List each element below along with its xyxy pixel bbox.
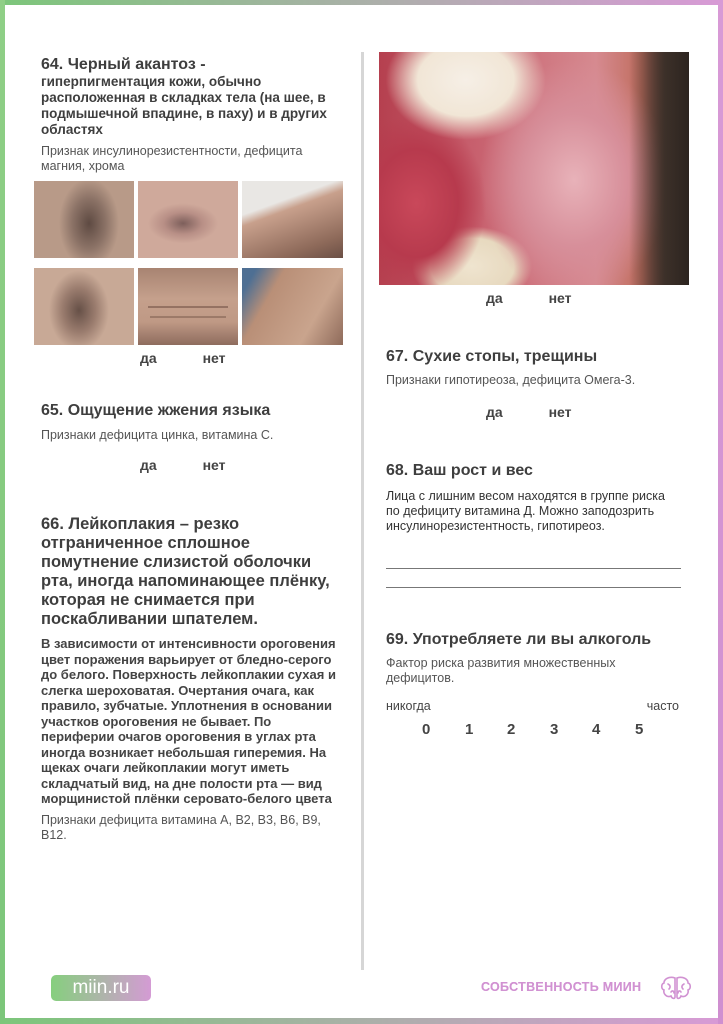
q66-description: В зависимости от интенсивности ороговения цвет поражения варьирует от бледно-серого до белого. Поверхность лейкоплакии сухая и слегка шероховатая. Очертания очага, как правило, зубчатые. Уплотнения в основании участков ороговения не бывает. По периферии очагов ороговения в углах рта иногда возникает небольшая гиперемия. На щеках очаги лейкоплакии могут иметь складчатый вид, на дне полости рта — вид морщинистой плёнки серовато-белого цвета <box>41 636 336 806</box>
frame-right <box>718 0 723 1024</box>
q66-yes-option[interactable]: да <box>486 290 503 306</box>
acanthosis-photo-3 <box>242 181 343 258</box>
q67-note: Признаки гипотиреоза, дефицита Омега-3. <box>386 373 636 387</box>
acanthosis-photo-5 <box>138 268 238 345</box>
q67-yes-option[interactable]: да <box>486 404 503 420</box>
q69-note: Фактор риска развития множественных дефицитов. <box>386 656 616 685</box>
frame-top <box>0 0 723 5</box>
acanthosis-photo-6 <box>242 268 343 345</box>
q67-title: 67. Сухие стопы, трещины <box>386 348 598 365</box>
miin-logo[interactable]: miin.ru <box>51 975 151 1001</box>
q67-no-option[interactable]: нет <box>548 404 572 420</box>
q64-answers <box>140 350 226 366</box>
q68-note: Лица с лишним весом находятся в группе риска по дефициту витамина Д. Можно заподозрить инсулинорезистентность, гипотиреоз. <box>386 489 665 533</box>
frame-left <box>0 0 5 1024</box>
scale-option-5[interactable]: 5 <box>635 721 644 738</box>
acanthosis-photo-1 <box>34 181 134 258</box>
brain-icon <box>659 974 693 1002</box>
acanthosis-photo-4 <box>34 268 134 345</box>
copyright-text: СОБСТВЕННОСТЬ МИИН <box>481 980 642 994</box>
q69-scale-labels <box>386 699 679 713</box>
q65-no-option[interactable]: нет <box>202 457 226 473</box>
q67-answers <box>486 404 572 420</box>
weight-answer-line[interactable] <box>386 587 681 588</box>
q66-title: 66. Лейкоплакия – резко отграниченное сплошное помутнение слизистой оболочки рта, иногда напоминающее плёнку, которая не снимается при поскабливании шпателем. <box>41 515 330 628</box>
q66-answers <box>486 290 572 306</box>
q68-title: 68. Ваш рост и вес <box>386 462 533 479</box>
q69-title: 69. Употребляете ли вы алкоголь <box>386 631 652 648</box>
frame-bottom <box>0 1018 723 1024</box>
scale-option-0[interactable]: 0 <box>422 721 431 738</box>
height-answer-line[interactable] <box>386 568 681 569</box>
q65-note: Признаки дефицита цинка, витамина С. <box>41 428 274 442</box>
q64-title: 64. Черный акантоз - <box>41 56 206 73</box>
scale-option-1[interactable]: 1 <box>465 721 474 738</box>
q64-yes-option[interactable]: да <box>140 350 157 366</box>
q65-answers <box>140 457 226 473</box>
column-divider <box>361 52 364 970</box>
acanthosis-photo-2 <box>138 181 238 258</box>
q64-no-option[interactable]: нет <box>202 350 226 366</box>
scale-option-4[interactable]: 4 <box>592 721 601 738</box>
q65-title: 65. Ощущение жжения языка <box>41 402 271 419</box>
scale-option-3[interactable]: 3 <box>550 721 559 738</box>
scale-max-label: часто <box>646 699 679 713</box>
leukoplakia-photo <box>379 52 689 285</box>
q65-yes-option[interactable]: да <box>140 457 157 473</box>
q66-no-option[interactable]: нет <box>548 290 572 306</box>
q66-note: Признаки дефицита витамина А, В2, В3, В6, В9, В12. <box>41 812 321 842</box>
scale-option-2[interactable]: 2 <box>507 721 516 738</box>
scale-min-label: никогда <box>386 699 431 713</box>
q64-note: Признак инсулинорезистентности, дефицита магния, хрома <box>41 144 303 173</box>
q64-subtitle: гиперпигментация кожи, обычно расположенная в складках тела (на шее, в подмышечной впадине, в паху) и в других областях <box>41 74 327 137</box>
